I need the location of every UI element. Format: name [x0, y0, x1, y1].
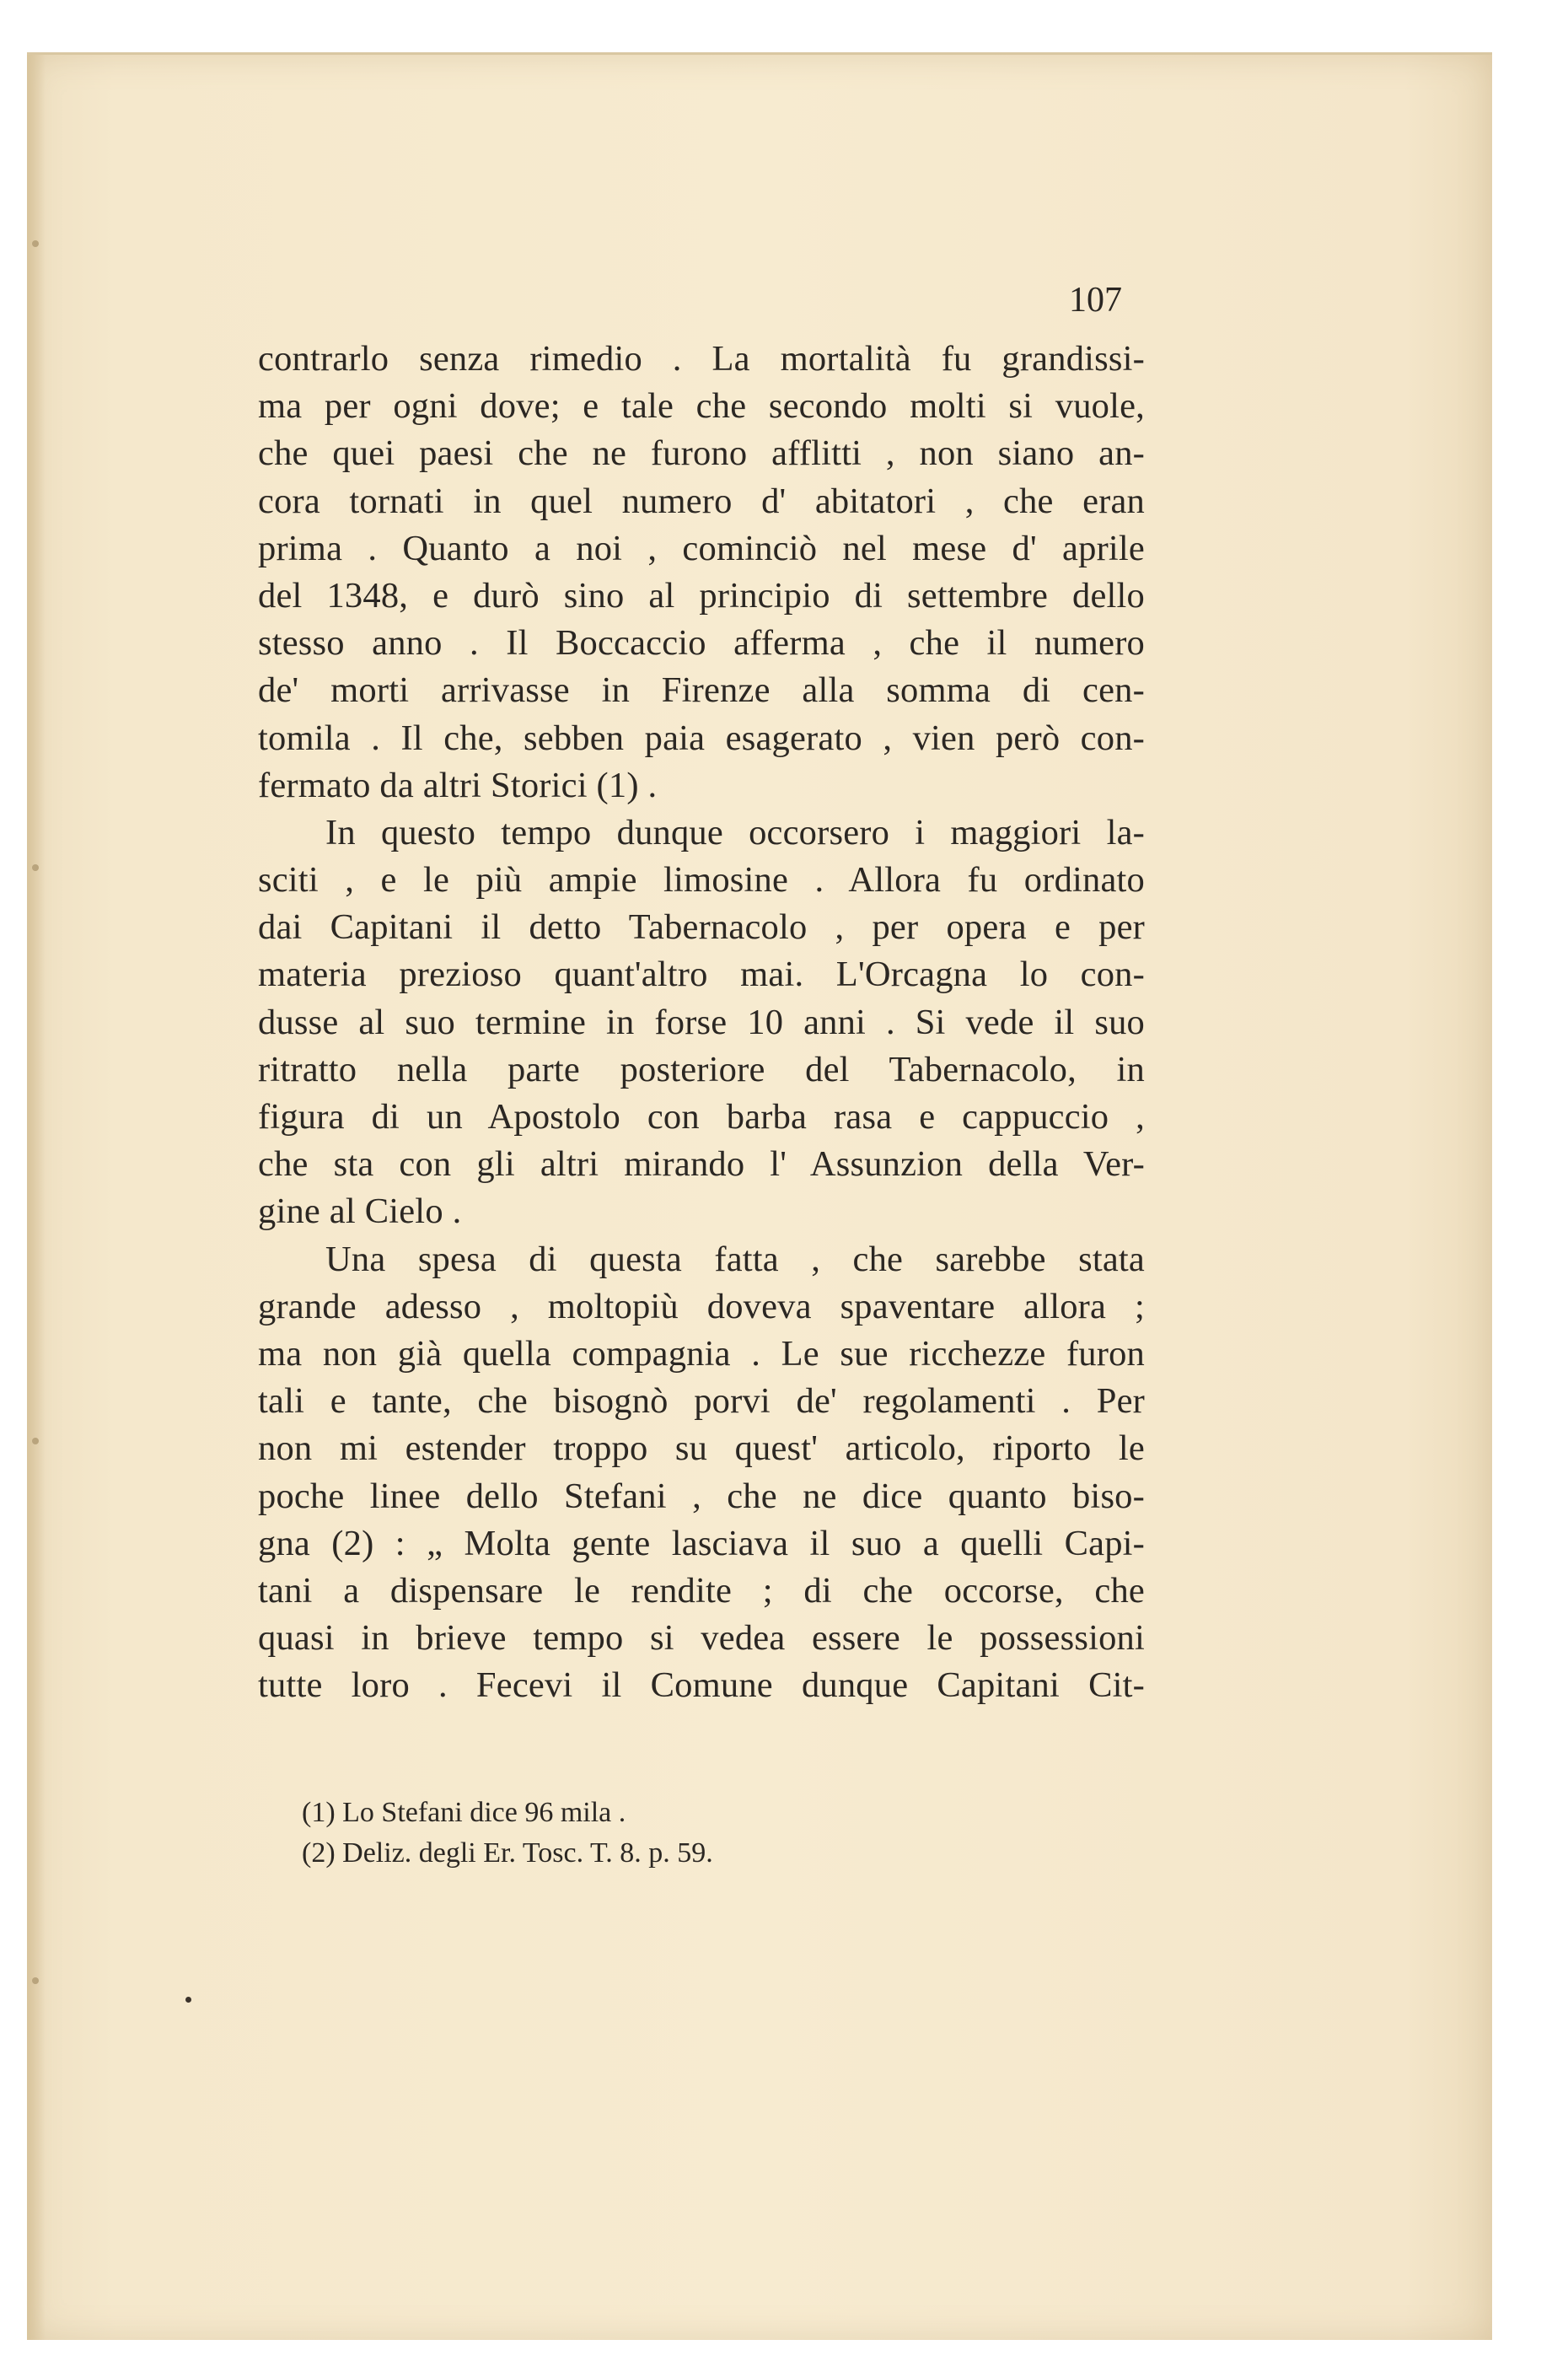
- text-line: del 1348, e durò sino al principio di settembre dello: [258, 575, 1145, 616]
- text-line: grande adesso , moltopiù doveva spaventare allora ;: [258, 1286, 1145, 1326]
- text-line: cora tornati in quel numero d' abitatori , che eran: [258, 481, 1145, 521]
- text-line: tali e tante, che bisognò porvi de' regolamenti . Per: [258, 1381, 1145, 1422]
- text-line: stesso anno . Il Boccaccio afferma , che il numero: [258, 623, 1145, 664]
- text-line: ma per ogni dove; e tale che secondo molti si vuole,: [258, 386, 1145, 427]
- text-line: ritratto nella parte posteriore del Tabernacolo, in: [258, 1049, 1145, 1089]
- paragraph-start-line: Una spesa di questa fatta , che sarebbe stata: [325, 1239, 1145, 1279]
- text-line: tani a dispensare le rendite ; di che occorse, che: [258, 1570, 1145, 1611]
- text-line: gine al Cielo .: [258, 1191, 462, 1232]
- text-line: tutte loro . Fecevi il Comune dunque Capitani Cit-: [258, 1665, 1145, 1706]
- footnotes: [302, 1793, 892, 1874]
- text-line: dai Capitani il detto Tabernacolo , per opera e per: [258, 907, 1145, 948]
- text-line: quasi in brieve tempo si vedea essere le possessioni: [258, 1618, 1145, 1659]
- footnote-2: (2) Deliz. degli Er. Tosc. T. 8. p. 59.: [302, 1837, 713, 1869]
- text-line: sciti , e le più ampie limosine . Allora fu ordinato: [258, 860, 1145, 901]
- text-line: non mi estender troppo su quest' articolo, riporto le: [258, 1428, 1145, 1469]
- text-line: materia prezioso quant'altro mai. L'Orcagna lo con-: [258, 955, 1145, 995]
- paragraph-start-line: In questo tempo dunque occorsero i maggiori la-: [325, 812, 1145, 852]
- binding-hole: [32, 864, 39, 871]
- text-line: contrarlo senza rimedio . La mortalità fu grandissi-: [258, 339, 1145, 379]
- text-line: ma non già quella compagnia . Le sue ricchezze furon: [258, 1333, 1145, 1374]
- text-line: tomila . Il che, sebben paia esagerato , vien però con-: [258, 718, 1145, 758]
- text-line: dusse al suo termine in forse 10 anni . Si vede il suo: [258, 1002, 1145, 1042]
- text-line: figura di un Apostolo con barba rasa e cappuccio ,: [258, 1097, 1145, 1137]
- binding-hole: [32, 1438, 39, 1444]
- text-line: che sta con gli altri mirando l' Assunzion della Ver-: [258, 1144, 1145, 1185]
- footnote-1: (1) Lo Stefani dice 96 mila .: [302, 1797, 626, 1828]
- text-line: gna (2) : „ Molta gente lasciava il suo a quelli Capi-: [258, 1523, 1145, 1563]
- ink-speck: [185, 1997, 191, 2003]
- binding-hole: [32, 1977, 39, 1984]
- binding-hole: [32, 240, 39, 247]
- text-line: poche linee dello Stefani , che ne dice quanto biso-: [258, 1476, 1145, 1516]
- text-line: de' morti arrivasse in Firenze alla somma di cen-: [258, 670, 1145, 711]
- text-line: prima . Quanto a noi , cominciò nel mese d' aprile: [258, 528, 1145, 568]
- text-line: fermato da altri Storici (1) .: [258, 765, 658, 805]
- page-number: 107: [1069, 281, 1122, 320]
- body-text: [258, 336, 1145, 1709]
- text-line: che quei paesi che ne furono afflitti , non siano an-: [258, 433, 1145, 474]
